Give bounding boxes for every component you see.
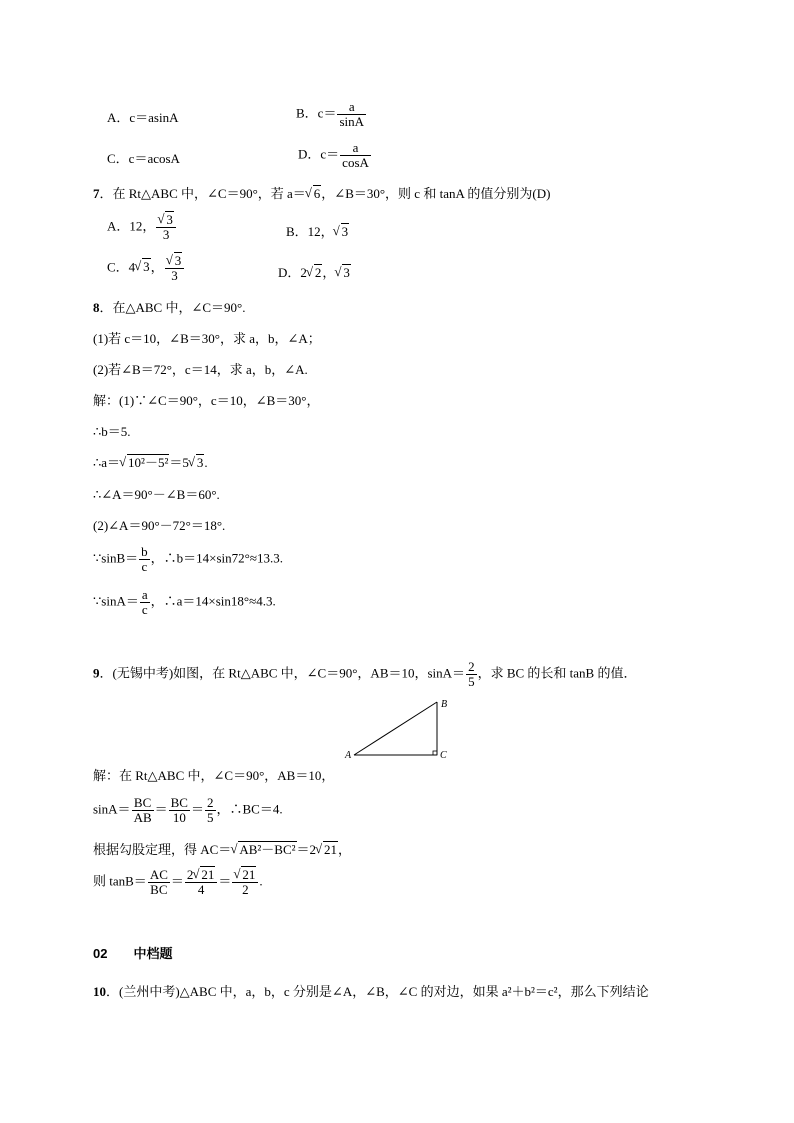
q8-solution-3: ∴a＝√ 10²－5²＝5√ 3. bbox=[93, 455, 208, 471]
vertex-label-c: C bbox=[440, 750, 447, 761]
vertex-label-a: A bbox=[345, 750, 352, 761]
q6-option-b: B．c＝ $\frac{a}{\sin A}$ bbox=[296, 99, 365, 129]
q6-option-d: D．c＝ $\frac{a}{\cos A}$ bbox=[298, 140, 369, 170]
q9-stem: 9．(无锡中考)如图，在 Rt△ABC 中，∠C＝90°，AB＝10，sinA＝ $\frac{2}{5}$ ，求 BC 的长和 tanB 的值． bbox=[93, 659, 637, 689]
fraction: $\frac{a}{\cos A}$ bbox=[342, 140, 369, 170]
q9-solution-1: 解：在 Rt△ABC 中，∠C＝90°，AB＝10， bbox=[93, 768, 335, 783]
q6-option-a: A．c＝asinA bbox=[107, 110, 179, 125]
q8-part2: (2)若∠B＝72°，c＝14，求 a，b，∠A. bbox=[93, 362, 308, 377]
q8-solution-7: ∵sinA＝ $\frac{a}{c}$ ，∴a＝14×sin18°≈4.3. bbox=[93, 587, 276, 617]
q9-solution-2: sinA＝ $\frac{BC}{AB}$ ＝ $\frac{BC}{10}$ ＝ $\frac{2}{5}$ ，∴BC＝4. bbox=[93, 795, 283, 825]
q6-option-c: C．c＝acosA bbox=[107, 151, 180, 166]
section-number: 02 bbox=[93, 946, 108, 961]
q8-solution-1: 解：(1)∵∠C＝90°，c＝10，∠B＝30°， bbox=[93, 393, 320, 408]
q8-solution-6: ∵sinB＝ $\frac{b}{c}$ ，∴b＝14×sin72°≈13.3. bbox=[93, 544, 283, 574]
q8-solution-4: ∴∠A＝90°－∠B＝60°. bbox=[93, 487, 220, 502]
section-title: 中档题 bbox=[133, 946, 173, 961]
q7-option-b: B．12，√ 3 bbox=[286, 224, 349, 240]
q8-part1: (1)若 c＝10，∠B＝30°，求 a，b，∠A； bbox=[93, 331, 321, 346]
q8-solution-5: (2)∠A＝90°－72°＝18°. bbox=[93, 518, 226, 533]
q9-solution-4: 则 tanB＝ $\frac{AC}{BC}$ ＝ $\frac{2√ 21}{4}$ ＝ √ $\frac{21}{2}$ . bbox=[93, 868, 263, 897]
section-header bbox=[93, 946, 172, 962]
q7-option-a: A．12， √ $\frac{3}{3}$ bbox=[107, 213, 177, 242]
q8-stem: 8．在△ABC 中，∠C＝90°. bbox=[93, 300, 246, 315]
q7-stem: 7．在 Rt△ABC 中，∠C＝90°，若 a＝√ 6，∠B＝30°，则 c 和 tanA 的值分别为(D) bbox=[93, 186, 550, 202]
q8-solution-2: ∴b＝5. bbox=[93, 424, 131, 439]
fraction: $\frac{a}{\sin A}$ bbox=[339, 99, 365, 129]
q9-solution-3: 根据勾股定理，得 AC＝√ AB²－BC²＝2√ 21， bbox=[93, 842, 351, 858]
triangle-figure bbox=[340, 695, 460, 765]
q7-option-c: C．4√ 3， √ $\frac{3}{3}$ bbox=[107, 254, 185, 283]
q10-stem: 10．(兰州中考)△ABC 中，a，b，c 分别是∠A，∠B，∠C 的对边，如果 a²＋b²＝c²，那么下列结论 bbox=[93, 984, 649, 999]
q7-option-d: D．2√ 2，√ 3 bbox=[278, 265, 351, 281]
vertex-label-b: B bbox=[441, 699, 448, 710]
